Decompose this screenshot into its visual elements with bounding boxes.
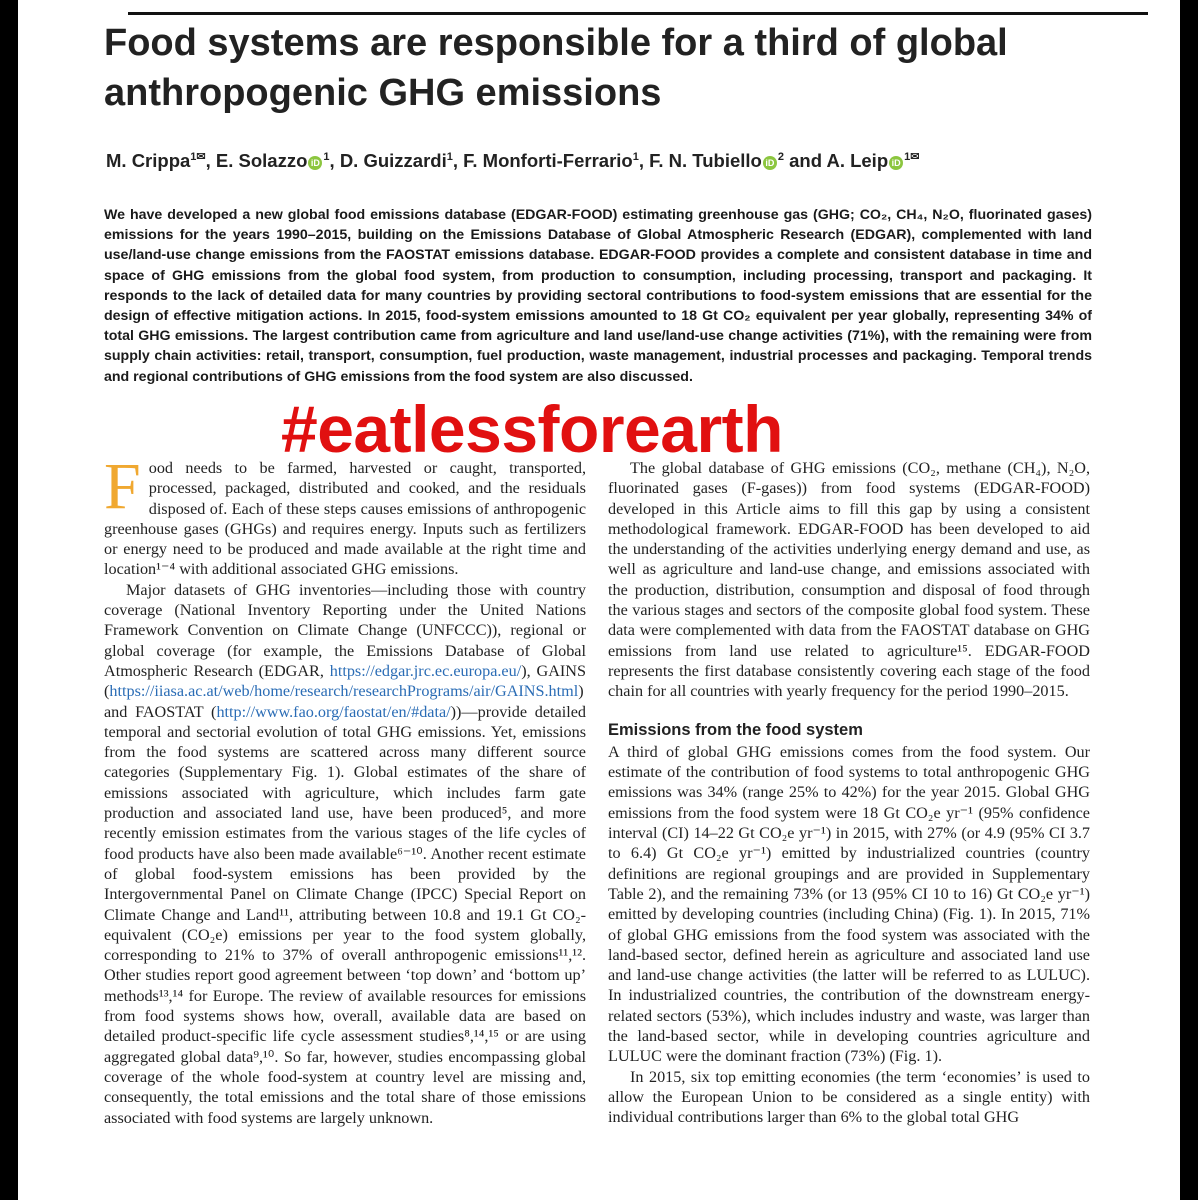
author-affiliation: 2 [777,151,784,163]
orcid-icon[interactable]: iD [308,156,322,170]
emissions-paragraph: A third of global GHG emissions comes from the food system. Our estimate of the contribution of food systems to total anthropogenic GHG emissions was 34% (range 25% to 42%) for the year 2015. Global GHG emissions from the food system were 18 Gt CO₂e yr⁻¹ (95% confidence interval (CI) 14–22 Gt CO₂e yr⁻¹) in 2015, with 27% (or 4.9 (95% CI 3.7 to 6.4) Gt CO₂e yr⁻¹) emitted by industrialized countries (country definitions are regional groupings and are provided in Supplementary Table 2), and the remaining 73% (or 13 (95% CI 10 to 16) Gt CO₂e yr⁻¹) emitted by developing countries (including China) (Fig. 1). In 2015, 71% of global GHG emissions from the food system was associated with the land-based sector, defined herein as agriculture and associated land use and land-use change activities (the latter will be referred to as LULUC). In industrialized countries, the contribution of the downstream energy-related sectors (53%), which includes industry and waste, was larger than the land-based sector, while in developing countries agriculture and LULUC were the dominant fraction (73%) (Fig. 1). [608,742,1090,1066]
paper-title: Food systems are responsible for a third of global anthropogenic GHG emissions [104,22,1008,114]
author-affiliation: 1 [446,151,453,163]
section-heading: Emissions from the food system [608,720,863,739]
author-name[interactable]: F. N. Tubiello [649,150,762,172]
gains-link[interactable]: https://iiasa.ac.at/web/home/research/researchPrograms/air/GAINS.html [109,682,579,701]
header-rule [128,12,1148,15]
author-list: M. Crippa$^{1✉}$, E. Solazzo $iD^1$, D. Guizzardi$^1$, F. Monforti-Ferrario$^1$, F. N. Tubiello $iD^2$ and A. Leip $iD^{1✉}$ [106,150,920,172]
edgar-link[interactable]: https://edgar.jrc.ec.europa.eu/ [329,661,522,680]
paper-page [18,0,1180,1200]
faostat-link[interactable]: http://www.fao.org/faostat/en/#data/ [216,702,451,721]
datasets-text-b: ), GAINS ( [104,661,586,701]
intro-text: ood needs to be farmed, harvested or caught, transported, processed, packaged, distributed and cooked, and the residuals disposed of. Each of these steps causes emissions of anthropogenic greenhouse gases (GHGs) and requires energy. Inputs such as fertilizers or energy need to be produced and made available at the right time and location¹⁻⁴ with additional associated GHG emissions. [104,459,586,579]
author-name[interactable]: F. Monforti-Ferrario [463,150,633,172]
datasets-text-c: ) and FAOSTAT ( [104,682,584,721]
abstract: We have developed a new global food emissions database (EDGAR-FOOD) estimating greenhouse gas (GHG; CO₂, CH₄, N₂O, fluorinated gases) emissions for the years 1990–2015, building on the Emissions Database of Global Atmospheric Research (EDGAR), complemented with land use/land-use change emissions from the FAOSTAT emissions database. EDGAR-FOOD provides a complete and consistent database in time and space of GHG emissions from the global food system, from production to consumption, including processing, transport and packaging. It responds to the lack of detailed data for many countries by providing sectoral contributions to food-system emissions that are essential for the design of effective mitigation actions. In 2015, food-system emissions amounted to 18 Gt CO₂ equivalent per year globally, representing 34% of total GHG emissions. The largest contribution came from agriculture and land use/land-use change activities (71%), with the remaining were from supply chain activities: retail, transport, consumption, fuel production, waste management, industrial processes and packaging. Temporal trends and regional contributions of GHG emissions from the food system are also discussed. [104,207,1092,385]
top-emitters-paragraph: In 2015, six top emitting economies (the term ‘economies’ is used to allow the European Union to be considered as a single entity) with individual contributions larger than 6% to the global total GHG [608,1067,1090,1127]
author-name[interactable]: E. Solazzo [215,150,308,172]
datasets-paragraph [104,580,586,1128]
hashtag-overlay: #eatlessforearth [281,392,783,466]
datasets-text-a: Major datasets of GHG inventories—including those with country coverage (National Inventory Reporting under the United Nations Framework Convention on Climate Change (UNFCCC)), regional or global coverage (for example, the Emissions Database of Global Atmospheric Research (EDGAR, [104,580,586,680]
author-name[interactable]: M. Crippa [106,150,191,172]
author-affiliation: 1 [632,151,639,163]
drop-cap: F [104,450,141,523]
author-affiliation: 1 [323,151,330,163]
intro-paragraph [104,450,586,580]
database-paragraph: The global database of GHG emissions (CO₂, methane (CH₄), N₂O, fluorinated gases (F-gases)) from food systems (EDGAR-FOOD) developed in this Article aims to fill this gap by using a consistent methodological framework. EDGAR-FOOD has been developed to aid the understanding of the activities underlying energy demand and use, as well as agriculture and land-use change, and emissions associated with the production, distribution, consumption and disposal of food through the various stages and sectors of the composite global food system. These data were complemented with data from the FAOSTAT database on GHG emissions from land use related to agriculture¹⁵. EDGAR-FOOD represents the first database consistently covering each stage of the food chain for all countries with yearly frequency for the period 1990–2015. [608,459,1090,701]
orcid-icon[interactable]: iD [763,156,777,170]
orcid-icon[interactable]: iD [889,156,903,170]
author-affiliation: 1✉ [190,151,206,163]
author-name[interactable]: A. Leip [826,150,889,172]
right-column [608,458,1090,1128]
datasets-text-d: ))—provide detailed temporal and sectorial evolution of total GHG emissions. Yet, emissions from the food systems are scattered across many different source categories (Supplementary Fig. 1). Global estimates of the share of emissions associated with agriculture, which includes farm gate production and associated land use, have been produced⁵, and more recently emission estimates from the various stages of the life cycles of food products have also been made available⁶⁻¹⁰. Another recent estimate of global food-system emissions has been provided by the Intergovernmental Panel on Climate Change (IPCC) Special Report on Climate Change and Land¹¹, attributing between 10.8 and 19.1 Gt CO₂-equivalent (CO₂e) emissions per year to the food system globally, corresponding to 21% to 37% of overall anthropogenic emissions¹¹,¹². Other studies report good agreement between ‘top down’ and ‘bottom up’ methods¹³,¹⁴ for Europe. The review of available resources for emissions from food systems shows how, overall, available data are based on detailed product-specific life cycle assessment studies⁸,¹⁴,¹⁵ or are using aggregated global data⁹,¹⁰. So far, however, studies encompassing global coverage of the whole food-system at country level are missing and, consequently, the total emissions and the total share of those emissions associated with food systems are largely unknown. [104,702,587,1127]
author-name[interactable]: D. Guizzardi [339,150,447,172]
left-column [104,450,587,1128]
author-affiliation: 1✉ [904,151,920,163]
